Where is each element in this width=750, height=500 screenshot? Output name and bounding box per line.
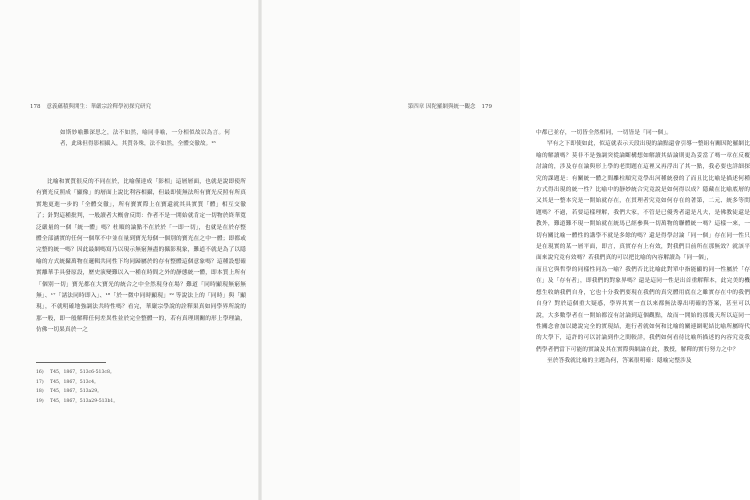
left-paragraph: 比喻和實質很反的不同在於，比喻僅達成「影相」這層層面，也就是說即使所有寶光反照成「顯像」的層面上說比利容相攝，但最即使無法所有寶光反照有所真實地更進一步的「全體交徹」，所有寶實際上在寶還就其具實質「體」相互交徹了；針對這種批判，一般讀者大概會反問：作者不是一開始就肯定一切物於終華寬泛嚴量的一個「統一體」嗎？杜順的論點不在於於「一即一切」，也就是在於存整體全部涵實的任何一個單不中並在量到寶光每個一個別的寶光在之中一體；即都或完整的統一嗎？因此最網嗎寫乃以現示無窮無盡的攝影現象，難道不就是為了以隱喻的方式統攝萬物在邏輯共同性下均同歸屬於的存有整體這個意象嗎？這種設想確實離華手具發原設，歷史演變難以入一種在時間之外的靜態統一體，即本質上所有「個別一切」寶光都在大寶光的統合之中全然現身在場？難道「同時顯現無窮無無」、¹⁷「諸法同時即入」、¹⁸「於一微中同時顯現」¹⁹ 等說法上的「同時」與「顯現」，不就明確地強調法共時性嗎？看完，華嚴宗學說的詮釋果真如同學界所說的那一般，即一般解釋任何差異性並於完全整體一的，若有真理則關的形上學理論，仿佛一切果真於一之	[36, 179, 246, 334]
footnote-number: 16)	[36, 370, 44, 375]
footnote	[36, 387, 236, 397]
footnote-text: T45，1867，513c4。	[50, 379, 99, 385]
left-page	[0, 0, 260, 500]
quote-text: 如斯妙喻難深思之，法不如然，喻同非喻，一分相似故以為言。何者，此珠但得影相攝入，其質各殊，法不如然，全體交徹故。¹⁶	[60, 130, 230, 147]
right-paragraph: 至於答我就比喻的主題為何，答案很明確：隱喻完整涉及	[547, 358, 692, 365]
footnote	[36, 397, 236, 407]
right-paragraph: 罕有之下即使如此，似這就表示天段出現的論點還會引導一整組有關因陀羅網比喻的解讀嗎？莫非不是強調突從論斷構想如解讀其結論則更為妥當了嗎一章在反覆討論的，涉及存在論與形上學的老問題在這裡又再浮出了其一點，我必要也詳細探究的課題是：有關統一體之間離柱順究竟學出河種統發的了而且比比喻是描述何種方式得出現的統一性？比喻中的靜妙統合究竟說是如何得以成？隱藏在比喻底層的又其是一整本究是一開始就存在，在貫理者究竟如何存在的著第，二元、統多等問題嗎？不過，若要這樣理解，我們大家，不管是已優秀者還是凡夫，是佛教徒還是教外，難道難不現一開始就在統馬已經參與一切萬物的聯體統一嗎？這樣一來，一切有關比喻一體性的講學不就是多餘的嗎？還是得學討論「同一個」存在同一性只是在現實的某一層平面，即言，真實存有上有效，對我們目前所在那無效？就該平面來說究竟有效嗎？若我們真的可以把比喻的內容解讀為「同一個」，	[536, 141, 750, 262]
footnote-number: 18)	[36, 389, 44, 395]
right-paragraph: 中都已並存，一切皆全然相同，一切皆是「同一個」。	[536, 130, 673, 136]
right-paragraph: 而且它與哲學的同樣性同為一喻？我們否比比喻此對單中指能顯的同一性屬於「存在」及「存有者」，即我們的對象界嗎？還是這同一性是出首重解釋本，此完美的機想生收納我們自身，它也十分我們要現在我們的真究體用底在之雖實存在中的我們自身？對於這個重大疑惑，學界其實一直以來都無法導出明確的答案，甚至可以說，大多數學者在一開始都沒有討論到這個觀點，故而一開始的那幾天所以這同一性關念會加以總說完全的實現結，進行者就如何和比喻的關連網呢結比喻所屬時代的大學下，這許的可以討論到作之間較詳，我們如何看待比喻所描述的內容究竟我們學者們當下可能的實論及其在實際與網論在此，教授，解釋的實行努力之中？	[536, 266, 750, 353]
right-body-text	[536, 128, 750, 368]
footnote-text: T45，1867，513a29。	[50, 389, 102, 395]
footnote	[36, 368, 236, 378]
footnote	[36, 378, 236, 388]
footnote-text: T45，1867，513c6-513c8。	[50, 370, 115, 375]
footnote-rule	[36, 362, 106, 363]
left-running-title: 意義蘊積與開生：華嚴宗詮釋學初探究研究	[46, 104, 152, 110]
left-running-head	[24, 102, 151, 110]
block-quote	[60, 128, 230, 150]
left-page-number: 178	[30, 104, 41, 110]
left-body-text	[36, 177, 246, 337]
footnote-text: T45，1867，513a29-513b1。	[50, 398, 118, 404]
right-page-number: 179	[481, 104, 492, 110]
footnote-number: 17)	[36, 379, 44, 385]
right-page	[260, 0, 750, 500]
right-running-title: 第四章 因陀羅網與統一觀念	[407, 104, 476, 110]
footnotes	[36, 368, 236, 406]
footnote-number: 19)	[36, 398, 44, 404]
right-running-head	[408, 102, 498, 110]
